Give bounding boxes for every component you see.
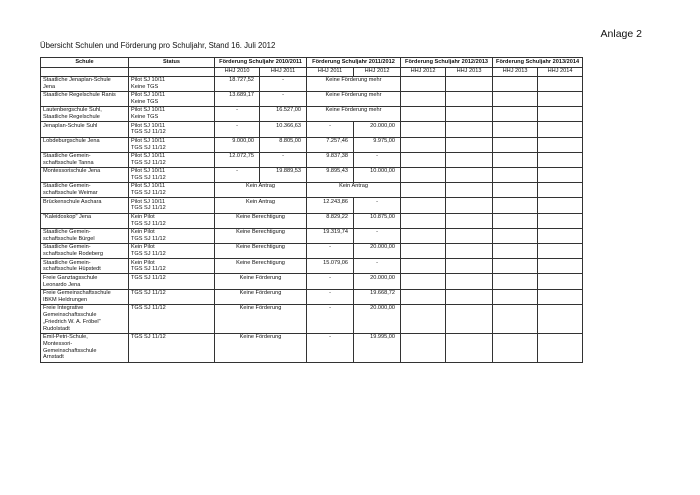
- table-row: [41, 289, 583, 304]
- cell-status: [129, 244, 215, 259]
- cell-amount: 12.243,86: [307, 198, 354, 213]
- cell-school: [41, 304, 129, 333]
- cell-amount: -: [307, 304, 354, 333]
- cell-merged-note: Kein Antrag: [307, 183, 401, 198]
- status-line: Keine TGS: [131, 83, 159, 90]
- status-line: Keine TGS: [131, 114, 159, 121]
- table-row: [41, 304, 583, 333]
- school-name-line: Jena: [43, 83, 56, 90]
- cell-school: [41, 289, 129, 304]
- cell-empty: [446, 228, 493, 243]
- cell-amount: 19.319,74: [307, 228, 354, 243]
- cell-school: [41, 167, 129, 182]
- school-name-line: Brückenschule Aschara: [43, 198, 102, 205]
- cell-amount: 20.000,00: [354, 274, 401, 289]
- subheader-hhj: HHJ 2011: [260, 67, 307, 76]
- cell-merged-note: Keine Förderung: [215, 274, 307, 289]
- table-row: [41, 152, 583, 167]
- header-year: Förderung Schuljahr 2012/2013: [401, 58, 493, 68]
- cell-school: [41, 152, 129, 167]
- cell-empty: [446, 137, 493, 152]
- cell-empty: [446, 122, 493, 137]
- cell-empty: [493, 152, 538, 167]
- cell-status: [129, 91, 215, 106]
- cell-amount: 9.837,38: [307, 152, 354, 167]
- table-row: [41, 91, 583, 106]
- cell-status: [129, 274, 215, 289]
- annex-label: Anlage 2: [600, 28, 642, 40]
- cell-empty: [493, 167, 538, 182]
- status-line: TGS SJ 11/12: [131, 175, 166, 182]
- subheader-hhj: HHJ 2014: [538, 67, 583, 76]
- status-line: TGS SJ 11/12: [131, 144, 166, 151]
- status-line: TGS SJ 11/12: [131, 289, 166, 296]
- school-name-line: Staatliche Regelschule: [43, 114, 100, 121]
- cell-amount: -: [307, 333, 354, 362]
- cell-school: [41, 244, 129, 259]
- cell-amount: -: [260, 152, 307, 167]
- cell-empty: [493, 91, 538, 106]
- cell-amount: 7.257,46: [307, 137, 354, 152]
- cell-status: [129, 304, 215, 333]
- cell-empty: [538, 213, 583, 228]
- school-name-line: Freie Ganztagsschule: [43, 274, 98, 281]
- cell-school: [41, 137, 129, 152]
- cell-school: [41, 122, 129, 137]
- cell-amount: -: [215, 107, 260, 122]
- cell-school: [41, 91, 129, 106]
- cell-school: [41, 259, 129, 274]
- school-name-line: Rudolstadt: [43, 325, 70, 332]
- cell-empty: [446, 152, 493, 167]
- cell-empty: [446, 183, 493, 198]
- school-name-line: schaftsschule Hüpstedt: [43, 266, 101, 273]
- school-name-line: „Friedrich W. A. Fröbel": [43, 318, 101, 325]
- status-line: Pilot SJ 10/11: [131, 198, 166, 205]
- status-line: Kein Pilot: [131, 244, 155, 251]
- school-name-line: Gemeinschaftsschule: [43, 347, 97, 354]
- school-name-line: schaftsschule Tanna: [43, 159, 94, 166]
- cell-amount: 8.829,22: [307, 213, 354, 228]
- school-name-line: schaftsschule Rodeberg: [43, 251, 104, 258]
- subheader-hhj: HHJ 2012: [354, 67, 401, 76]
- cell-amount: 20.000,00: [354, 122, 401, 137]
- subheader-hhj: HHJ 2012: [401, 67, 446, 76]
- cell-amount: 9.000,00: [215, 137, 260, 152]
- cell-empty: [493, 289, 538, 304]
- cell-empty: [446, 259, 493, 274]
- school-name-line: Staatliche Gemein-: [43, 229, 91, 236]
- cell-empty: [493, 213, 538, 228]
- cell-amount: -: [307, 274, 354, 289]
- cell-empty: [538, 183, 583, 198]
- cell-amount: 9.895,43: [307, 167, 354, 182]
- school-name-line: Staatliche Regelschule Ranis: [43, 92, 116, 99]
- cell-status: [129, 183, 215, 198]
- status-line: Pilot SJ 10/11: [131, 153, 166, 160]
- cell-status: [129, 259, 215, 274]
- cell-amount: -: [260, 76, 307, 91]
- cell-merged-note: Keine Berechtigung: [215, 228, 307, 243]
- table-row: [41, 183, 583, 198]
- cell-amount: 19.668,72: [354, 289, 401, 304]
- cell-empty: [538, 152, 583, 167]
- document-title: Übersicht Schulen und Förderung pro Schuljahr, Stand 16. Juli 2012: [40, 41, 276, 50]
- header-school: Schule: [41, 58, 129, 68]
- cell-amount: 19.889,53: [260, 167, 307, 182]
- cell-empty: [538, 91, 583, 106]
- cell-empty: [493, 259, 538, 274]
- school-name-line: Staatliche Jenaplan-Schule: [43, 76, 111, 83]
- school-name-line: Staatliche Gemein-: [43, 153, 91, 160]
- cell-amount: -: [354, 228, 401, 243]
- cell-empty: [446, 289, 493, 304]
- subheader-hhj: HHJ 2010: [215, 67, 260, 76]
- cell-empty: [401, 91, 446, 106]
- cell-empty: [493, 274, 538, 289]
- cell-merged-note: Keine Förderung: [215, 304, 307, 333]
- cell-empty: [401, 289, 446, 304]
- cell-empty: [493, 228, 538, 243]
- cell-empty: [538, 122, 583, 137]
- cell-empty: [538, 167, 583, 182]
- cell-merged-note: Keine Förderung mehr: [307, 107, 401, 122]
- cell-empty: [493, 137, 538, 152]
- cell-empty: [401, 137, 446, 152]
- school-name-line: Lobdeburgschule Jena: [43, 137, 100, 144]
- cell-merged-note: Keine Berechtigung: [215, 213, 307, 228]
- school-name-line: Gemeinschaftsschule: [43, 312, 97, 319]
- cell-amount: 10.875,00: [354, 213, 401, 228]
- cell-empty: [401, 183, 446, 198]
- status-line: Pilot SJ 10/11: [131, 107, 166, 114]
- cell-empty: [493, 304, 538, 333]
- cell-empty: [401, 213, 446, 228]
- school-name-line: Freie Integrative: [43, 305, 84, 312]
- cell-merged-note: Keine Förderung mehr: [307, 91, 401, 106]
- status-line: Pilot SJ 10/11: [131, 137, 166, 144]
- table-row: [41, 213, 583, 228]
- cell-empty: [401, 333, 446, 362]
- subheader-hhj: HHJ 2013: [493, 67, 538, 76]
- cell-merged-note: Keine Förderung: [215, 333, 307, 362]
- cell-status: [129, 333, 215, 362]
- status-line: Keine TGS: [131, 98, 159, 105]
- cell-empty: [538, 76, 583, 91]
- cell-school: [41, 183, 129, 198]
- cell-amount: 12.072,75: [215, 152, 260, 167]
- cell-empty: [538, 304, 583, 333]
- cell-empty: [401, 76, 446, 91]
- table-row: [41, 274, 583, 289]
- cell-empty: [446, 167, 493, 182]
- cell-empty: [401, 198, 446, 213]
- cell-merged-note: Keine Förderung: [215, 289, 307, 304]
- cell-empty: [538, 244, 583, 259]
- status-line: Kein Pilot: [131, 259, 155, 266]
- cell-amount: -: [354, 198, 401, 213]
- cell-empty: [401, 122, 446, 137]
- cell-amount: 16.527,00: [260, 107, 307, 122]
- subheader-row: [41, 67, 583, 76]
- table-row: [41, 137, 583, 152]
- school-name-line: IBKM Heldrungen: [43, 296, 88, 303]
- cell-empty: [493, 122, 538, 137]
- cell-empty: [401, 274, 446, 289]
- cell-amount: 18.727,52: [215, 76, 260, 91]
- table-row: [41, 198, 583, 213]
- status-line: Pilot SJ 10/11: [131, 168, 166, 175]
- cell-school: [41, 228, 129, 243]
- school-name-line: Montessorischule Jena: [43, 168, 101, 175]
- table-row: [41, 244, 583, 259]
- cell-merged-note: Kein Antrag: [215, 198, 307, 213]
- cell-amount: -: [307, 289, 354, 304]
- cell-status: [129, 107, 215, 122]
- cell-empty: [446, 274, 493, 289]
- status-line: TGS SJ 11/12: [131, 305, 166, 312]
- status-line: Kein Pilot: [131, 229, 155, 236]
- status-line: TGS SJ 11/12: [131, 220, 166, 227]
- school-name-line: Leonardo Jena: [43, 281, 81, 288]
- cell-merged-note: Keine Berechtigung: [215, 244, 307, 259]
- subheader-hhj: HHJ 2013: [446, 67, 493, 76]
- cell-amount: 15.079,06: [307, 259, 354, 274]
- cell-empty: [538, 289, 583, 304]
- table-row: [41, 167, 583, 182]
- cell-school: [41, 107, 129, 122]
- cell-status: [129, 137, 215, 152]
- cell-amount: 10.366,63: [260, 122, 307, 137]
- cell-empty: [401, 107, 446, 122]
- subheader-hhj: HHJ 2011: [307, 67, 354, 76]
- cell-school: [41, 76, 129, 91]
- cell-empty: [446, 107, 493, 122]
- cell-amount: 19.995,00: [354, 333, 401, 362]
- cell-empty: [401, 152, 446, 167]
- status-line: Pilot SJ 10/11: [131, 183, 166, 190]
- cell-empty: [401, 244, 446, 259]
- cell-empty: [401, 228, 446, 243]
- cell-status: [129, 152, 215, 167]
- status-line: TGS SJ 11/12: [131, 205, 166, 212]
- cell-amount: 10.000,00: [354, 167, 401, 182]
- school-name-line: Jenaplan-Schule Suhl: [43, 122, 98, 129]
- header-year: Förderung Schuljahr 2013/2014: [493, 58, 583, 68]
- cell-merged-note: Kein Antrag: [215, 183, 307, 198]
- cell-status: [129, 228, 215, 243]
- cell-amount: 13.689,17: [215, 91, 260, 106]
- cell-merged-note: Keine Förderung mehr: [307, 76, 401, 91]
- cell-empty: [538, 259, 583, 274]
- cell-empty: [493, 333, 538, 362]
- cell-school: [41, 274, 129, 289]
- cell-amount: -: [215, 167, 260, 182]
- status-line: TGS SJ 11/12: [131, 129, 166, 136]
- status-line: TGS SJ 11/12: [131, 334, 166, 341]
- subheader-empty: [41, 67, 129, 76]
- status-line: TGS SJ 11/12: [131, 235, 166, 242]
- cell-empty: [446, 304, 493, 333]
- school-name-line: schaftsschule Weimar: [43, 190, 98, 197]
- school-name-line: Emil-Petri-Schule,: [43, 334, 88, 341]
- cell-empty: [538, 228, 583, 243]
- cell-empty: [446, 244, 493, 259]
- cell-empty: [538, 333, 583, 362]
- cell-empty: [538, 198, 583, 213]
- cell-empty: [493, 76, 538, 91]
- cell-school: [41, 333, 129, 362]
- cell-empty: [446, 91, 493, 106]
- cell-empty: [538, 107, 583, 122]
- school-name-line: Freie Gemeinschaftsschule: [43, 289, 111, 296]
- table-row: [41, 122, 583, 137]
- status-line: Kein Pilot: [131, 213, 155, 220]
- school-name-line: Staatliche Gemein-: [43, 183, 91, 190]
- cell-empty: [401, 259, 446, 274]
- cell-school: [41, 198, 129, 213]
- table-row: [41, 333, 583, 362]
- cell-status: [129, 289, 215, 304]
- funding-table: [40, 57, 583, 363]
- cell-status: [129, 167, 215, 182]
- cell-empty: [446, 333, 493, 362]
- header-status: Status: [129, 58, 215, 68]
- status-line: TGS SJ 11/12: [131, 190, 166, 197]
- cell-amount: 20.000,00: [354, 244, 401, 259]
- cell-status: [129, 213, 215, 228]
- school-name-line: Lautenbergschule Suhl,: [43, 107, 102, 114]
- school-name-line: Arnstadt: [43, 354, 64, 361]
- cell-school: [41, 213, 129, 228]
- cell-amount: -: [354, 152, 401, 167]
- cell-amount: -: [260, 91, 307, 106]
- school-name-line: Montessori-: [43, 340, 73, 347]
- school-name-line: Staatliche Gemein-: [43, 244, 91, 251]
- status-line: TGS SJ 11/12: [131, 159, 166, 166]
- cell-status: [129, 76, 215, 91]
- cell-amount: -: [354, 259, 401, 274]
- table-row: [41, 228, 583, 243]
- school-name-line: "Kaleidoskop" Jena: [43, 213, 92, 220]
- cell-amount: -: [215, 122, 260, 137]
- header-year: Förderung Schuljahr 2010/2011: [215, 58, 307, 68]
- cell-empty: [446, 198, 493, 213]
- status-line: TGS SJ 11/12: [131, 274, 166, 281]
- school-name-line: schaftsschule Bürgel: [43, 235, 95, 242]
- status-line: Pilot SJ 10/11: [131, 122, 166, 129]
- cell-empty: [401, 304, 446, 333]
- cell-amount: -: [307, 122, 354, 137]
- cell-empty: [493, 198, 538, 213]
- table-row: [41, 76, 583, 91]
- cell-amount: 20.000,00: [354, 304, 401, 333]
- cell-amount: 8.805,00: [260, 137, 307, 152]
- cell-status: [129, 122, 215, 137]
- cell-empty: [493, 244, 538, 259]
- cell-empty: [401, 167, 446, 182]
- cell-empty: [446, 76, 493, 91]
- status-line: TGS SJ 11/12: [131, 251, 166, 258]
- cell-empty: [538, 137, 583, 152]
- header-year: Förderung Schuljahr 2011/2012: [307, 58, 401, 68]
- status-line: TGS SJ 11/12: [131, 266, 166, 273]
- status-line: Pilot SJ 10/11: [131, 92, 166, 99]
- cell-empty: [493, 183, 538, 198]
- cell-empty: [493, 107, 538, 122]
- cell-merged-note: Keine Berechtigung: [215, 259, 307, 274]
- header-row: [41, 58, 583, 68]
- cell-status: [129, 198, 215, 213]
- table-row: [41, 107, 583, 122]
- status-line: Pilot SJ 10/11: [131, 76, 166, 83]
- subheader-empty: [129, 67, 215, 76]
- cell-amount: -: [307, 244, 354, 259]
- school-name-line: Staatliche Gemein-: [43, 259, 91, 266]
- cell-empty: [446, 213, 493, 228]
- cell-amount: 9.975,00: [354, 137, 401, 152]
- cell-empty: [538, 274, 583, 289]
- table-row: [41, 259, 583, 274]
